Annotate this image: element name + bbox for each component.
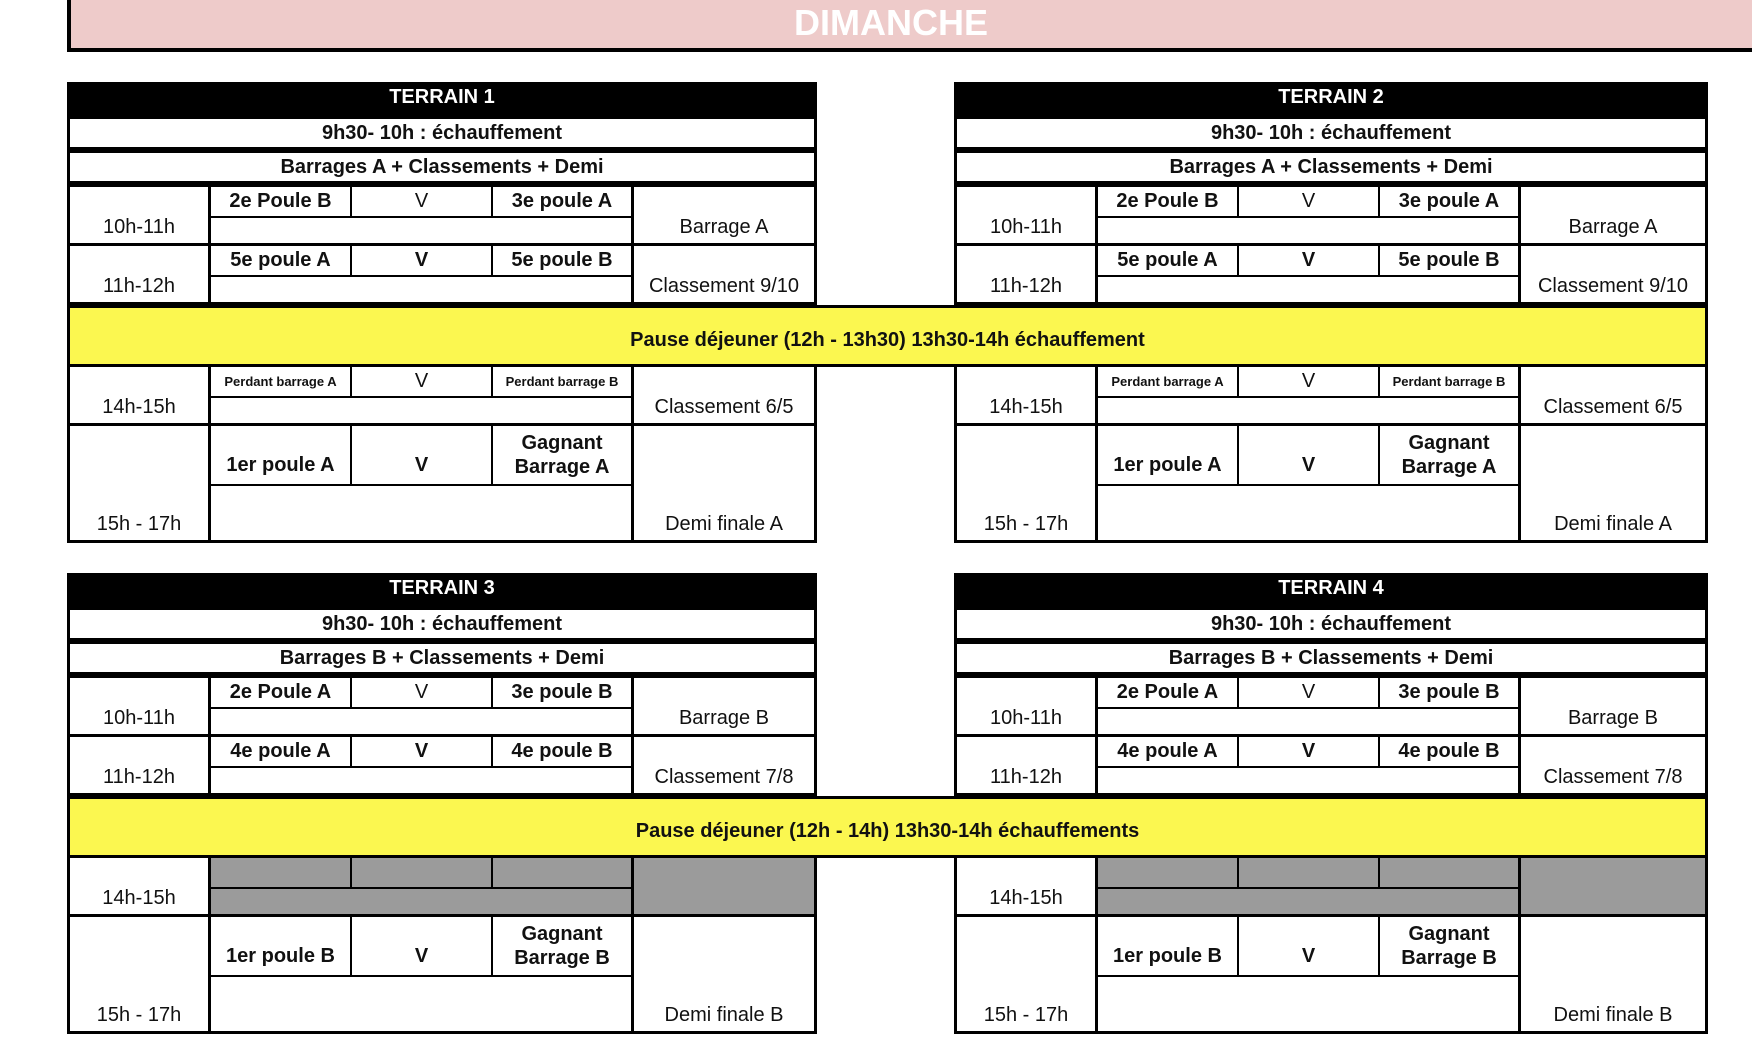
warmup-row: 9h30- 10h : échauffement [954,116,1708,150]
time-cell: 14h-15h [954,364,1098,426]
result-cell: Classement 7/8 [631,734,817,796]
divider [1098,707,1518,709]
time-cell: 14h-15h [67,855,211,917]
team-home: 2e Poule A [1098,678,1239,707]
warmup-row: 9h30- 10h : échauffement [67,607,817,641]
divider [211,396,631,398]
team-home: 1er poule A [211,426,352,484]
versus-label [352,858,493,887]
divider [211,707,631,709]
result-cell: Barrage A [1518,184,1708,246]
time-cell: 15h - 17h [67,423,211,543]
time-cell: 10h-11h [954,184,1098,246]
team-home: 5e poule A [211,246,352,275]
subtitle-row: Barrages A + Classements + Demi [954,150,1708,184]
divider [211,484,631,486]
time-cell: 11h-12h [67,734,211,796]
team-away: Perdant barrage B [505,374,619,389]
versus-label: V [352,426,493,484]
time-cell: 15h - 17h [954,914,1098,1034]
time-cell: 15h - 17h [954,423,1098,543]
matchup-cell [1095,423,1521,543]
team-home [1098,858,1239,887]
matchup-cell [1095,364,1521,426]
matchup-cell-empty [1095,855,1521,917]
divider [1098,216,1518,218]
lunch-break-bar: Pause déjeuner (12h - 13h30) 13h30-14h échauffement [67,305,1708,367]
team-home: 1er poule B [1098,917,1239,975]
versus-label: V [352,246,493,275]
team-home: 2e Poule B [211,187,352,216]
warmup-row: 9h30- 10h : échauffement [954,607,1708,641]
versus-label: V [352,187,493,216]
team-away: 3e poule A [1398,190,1500,212]
time-cell: 11h-12h [954,243,1098,305]
versus-label: V [1239,678,1380,707]
team-home: 1er poule A [1098,426,1239,484]
terrain-title: TERRAIN 3 [67,573,817,607]
team-home: 4e poule A [1098,737,1239,766]
versus-label: V [1239,187,1380,216]
result-cell-empty [1518,855,1708,917]
day-banner [67,0,1752,52]
matchup-cell [1095,184,1521,246]
matchup-cell [208,364,634,426]
matchup-cell [208,914,634,1034]
team-home: 4e poule A [211,737,352,766]
matchup-cell [1095,243,1521,305]
lunch-break-bar: Pause déjeuner (12h - 14h) 13h30-14h échauffements [67,796,1708,858]
team-home: 1er poule B [211,917,352,975]
divider [1098,396,1518,398]
divider [1098,766,1518,768]
team-home: 5e poule A [1098,246,1239,275]
result-cell: Barrage A [631,184,817,246]
result-cell: Barrage B [631,675,817,737]
matchup-cell [1095,734,1521,796]
divider [211,975,631,977]
result-cell: Demi finale B [1518,914,1708,1034]
versus-label: V [352,917,493,975]
subtitle-row: Barrages B + Classements + Demi [954,641,1708,675]
team-home [211,858,352,887]
versus-label: V [1239,426,1380,484]
divider [211,216,631,218]
team-away: Gagnant Barrage B [514,923,610,969]
divider [1098,975,1518,977]
time-cell: 11h-12h [954,734,1098,796]
divider [1098,275,1518,277]
divider [211,766,631,768]
team-home: Perdant barrage A [211,367,352,396]
matchup-cell [208,184,634,246]
versus-label: V [1239,737,1380,766]
terrain-title: TERRAIN 4 [954,573,1708,607]
result-cell: Demi finale A [1518,423,1708,543]
versus-label: V [352,737,493,766]
result-cell-empty [631,855,817,917]
team-away: 3e poule B [511,681,613,703]
versus-label: V [1239,917,1380,975]
matchup-cell [208,734,634,796]
matchup-cell [1095,914,1521,1034]
result-cell: Classement 6/5 [1518,364,1708,426]
team-away: 5e poule B [1398,249,1500,271]
team-away: 3e poule A [511,190,613,212]
matchup-cell-empty [208,855,634,917]
versus-label: V [1239,246,1380,275]
team-away [493,858,631,887]
subtitle-row: Barrages B + Classements + Demi [67,641,817,675]
time-cell: 10h-11h [67,675,211,737]
warmup-row: 9h30- 10h : échauffement [67,116,817,150]
time-cell: 11h-12h [67,243,211,305]
time-cell: 10h-11h [954,675,1098,737]
result-cell: Demi finale B [631,914,817,1034]
result-cell: Barrage B [1518,675,1708,737]
team-away: Perdant barrage B [1392,374,1506,389]
day-title: DIMANCHE [794,2,988,43]
versus-label: V [1239,367,1380,396]
matchup-cell [208,675,634,737]
team-away: Gagnant Barrage B [1401,923,1497,969]
team-away: 4e poule B [1398,740,1500,762]
versus-label [1239,858,1380,887]
divider [1098,887,1518,889]
divider [1098,484,1518,486]
divider [211,887,631,889]
team-away: Gagnant Barrage A [1401,432,1497,478]
result-cell: Classement 9/10 [1518,243,1708,305]
team-home: 2e Poule A [211,678,352,707]
team-home: Perdant barrage A [1098,367,1239,396]
team-away [1380,858,1518,887]
versus-label: V [352,367,493,396]
divider [211,275,631,277]
subtitle-row: Barrages A + Classements + Demi [67,150,817,184]
result-cell: Classement 9/10 [631,243,817,305]
time-cell: 10h-11h [67,184,211,246]
team-away: Gagnant Barrage A [514,432,610,478]
matchup-cell [1095,675,1521,737]
team-away: 3e poule B [1398,681,1500,703]
terrain-title: TERRAIN 2 [954,82,1708,116]
matchup-cell [208,243,634,305]
terrain-title: TERRAIN 1 [67,82,817,116]
team-away: 4e poule B [511,740,613,762]
versus-label: V [352,678,493,707]
time-cell: 14h-15h [954,855,1098,917]
team-away: 5e poule B [511,249,613,271]
team-home: 2e Poule B [1098,187,1239,216]
time-cell: 15h - 17h [67,914,211,1034]
matchup-cell [208,423,634,543]
result-cell: Classement 6/5 [631,364,817,426]
result-cell: Classement 7/8 [1518,734,1708,796]
result-cell: Demi finale A [631,423,817,543]
time-cell: 14h-15h [67,364,211,426]
